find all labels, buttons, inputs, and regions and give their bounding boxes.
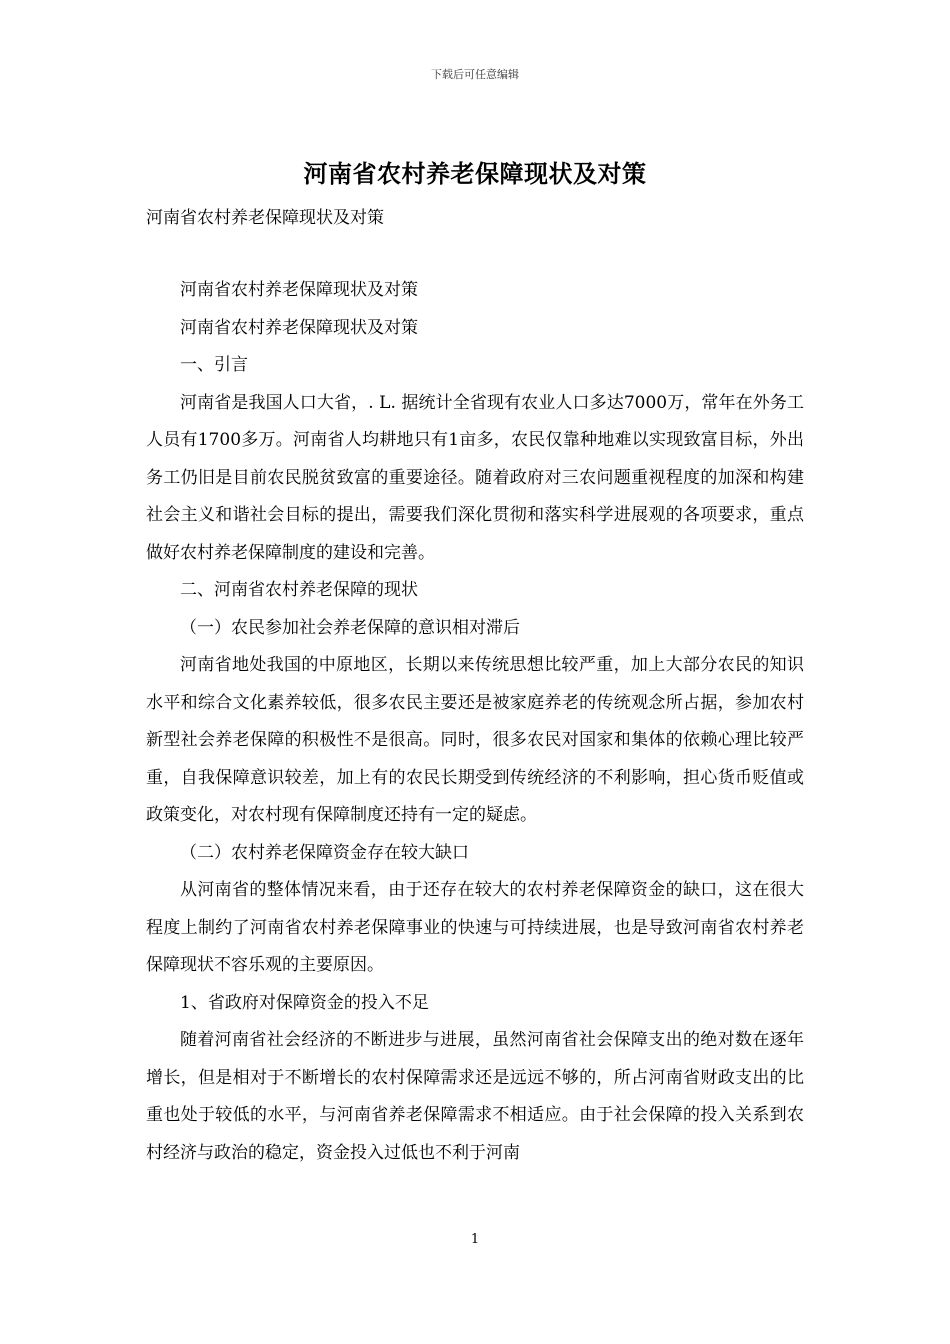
section-heading-current-status: 二、河南省农村养老保障的现状 (180, 580, 418, 600)
page-number: 1 (470, 1232, 480, 1247)
paragraph-repeat-title-2: 河南省农村养老保障现状及对策 (180, 317, 418, 338)
paragraph-government-investment: 随着河南省社会经济的不断进步与进展，虽然河南省社会保障支出的绝对数在逐年增长，但是相对于不断增长的农村保障需求还是远远不够的，所占河南省财政支出的比重也处于较低的水平，与河南省养老保障需求不相适应。由于社会保障的投入关系到农村经济与政治的稳定，资金投入过低也不利于河南 (146, 1030, 804, 1163)
header-note: 下载后可任意编辑 (431, 68, 519, 81)
page-title: 河南省农村养老保障现状及对策 (303, 160, 647, 188)
document-subtitle: 河南省农村养老保障现状及对策 (146, 208, 384, 228)
paragraph-funding-gap: 从河南省的整体情况来看，由于还存在较大的农村养老保障资金的缺口，这在很大程度上制约了河南省农村养老保障事业的快速与可持续进展，也是导致河南省农村养老保障现状不容乐观的主要原因。 (146, 880, 804, 975)
paragraph-introduction: 河南省是我国人口大省，. L. 据统计全省现有农业人口多达7000万，常年在外务工人员有1700多万。河南省人均耕地只有1亩多，农民仅靠种地难以实现致富目标，外出务工仍旧是目前农民脱贫致富的重要途径。随着政府对三农问题重视程度的加深和构建社会主义和谐社会目标的提出，需要我们深化贯彻和落实科学进展观的各项要求，重点做好农村养老保障制度的建设和完善。 (146, 392, 804, 563)
subsection-heading-awareness: （一）农民参加社会养老保障的意识相对滞后 (180, 617, 520, 638)
paragraph-repeat-title-1: 河南省农村养老保障现状及对策 (180, 280, 418, 300)
subsection-heading-funding-gap: （二）农村养老保障资金存在较大缺口 (180, 842, 469, 863)
paragraph-awareness: 河南省地处我国的中原地区，长期以来传统思想比较严重，加上大部分农民的知识水平和综合文化素养较低，很多农民主要还是被家庭养老的传统观念所占据，参加农村新型社会养老保障的积极性不是很高。同时，很多农民对国家和集体的依赖心理比较严重，自我保障意识较差，加上有的农民长期受到传统经济的不利影响，担心货币贬值或政策变化，对农村现有保障制度还持有一定的疑虑。 (146, 655, 804, 825)
document-body (146, 272, 804, 1172)
item-heading-government-investment: 1、省政府对保障资金的投入不足 (180, 992, 429, 1013)
section-heading-introduction: 一、引言 (180, 355, 248, 375)
